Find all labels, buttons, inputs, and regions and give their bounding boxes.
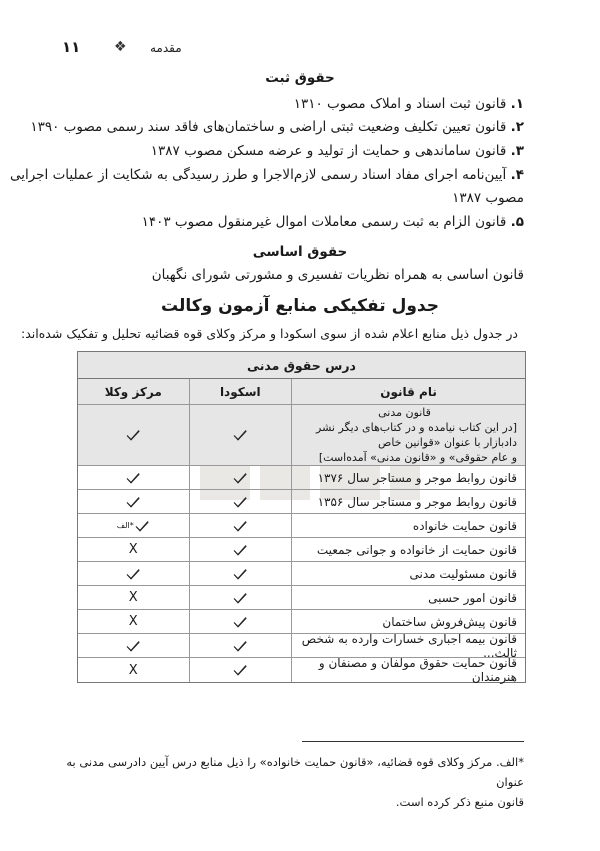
check-icon	[125, 567, 141, 581]
check-icon	[232, 639, 248, 653]
check-icon	[232, 591, 248, 605]
column-header-name: نام قانون	[291, 379, 525, 404]
table-intro: در جدول ذیل منابع اعلام شده از سوی اسکودا و مرکز وکلای قوه قضائیه تحلیل و تفکیک شده‌اند:	[21, 326, 518, 341]
law-name: قانون حمایت خانواده	[291, 514, 525, 537]
constitutional-title: حقوق اساسی	[252, 244, 348, 260]
cross-icon: X	[128, 590, 138, 605]
table-row	[78, 562, 525, 586]
list-item: ۳. قانون ساماندهی و حمایت از تولید و عرضه مسکن مصوب ۱۳۸۷	[150, 143, 524, 159]
law-name: قانون روابط موجر و مستاجر سال ۱۳۵۶	[291, 490, 525, 513]
page-header	[62, 38, 538, 60]
check-icon	[125, 428, 141, 442]
table-row	[78, 538, 525, 562]
check-icon	[125, 639, 141, 653]
table-row	[78, 610, 525, 634]
column-header-markaz: مرکز وکلا	[104, 384, 162, 399]
list-item-continuation: مصوب ۱۳۸۷	[452, 190, 524, 206]
running-head: مقدمه	[150, 41, 182, 55]
law-name: قانون حمایت حقوق مولفان و مصنفان و هنرمندان	[291, 658, 525, 682]
cross-icon: X	[128, 614, 138, 629]
column-header-scoda: اسکودا	[189, 379, 292, 404]
law-name: قانون مدنی	[378, 406, 431, 419]
table-row	[78, 490, 525, 514]
law-name: قانون مسئولیت مدنی	[291, 562, 525, 585]
list-item: ۵. قانون الزام به ثبت رسمی معاملات اموال غیرمنقول مصوب ۱۴۰۳	[141, 214, 524, 230]
cross-icon: X	[128, 662, 138, 678]
law-name: قانون پیش‌فروش ساختمان	[291, 610, 525, 633]
page-number: ۱۱	[62, 38, 81, 56]
table-row	[78, 466, 525, 490]
table-row	[78, 514, 525, 538]
table-row	[78, 586, 525, 610]
cross-icon: X	[128, 542, 138, 557]
constitutional-text: قانون اساسی به همراه نظریات تفسیری و مشورتی شورای نگهبان	[151, 267, 524, 283]
check-icon	[232, 519, 248, 533]
footnote-line: *الف. مرکز وکلای قوه قضائیه، «قانون حمایت خانواده» را ذیل منابع درس آیین دادرسی مدنی به عنوان	[66, 755, 524, 789]
sources-table	[77, 351, 526, 683]
list-item: ۴. آیین‌نامه اجرای مفاد اسناد رسمی لازم‌الاجرا و طرز رسیدگی به شکایت از عملیات اجرایی	[9, 167, 524, 183]
list-item: ۲. قانون تعیین تکلیف وضعیت ثبتی اراضی و ساختمان‌های فاقد سند رسمی مصوب ۱۳۹۰	[30, 119, 524, 135]
law-name: قانون امور حسبی	[291, 586, 525, 609]
footnote-marker: *الف	[116, 521, 134, 530]
law-name: قانون حمایت از خانواده و جوانی جمعیت	[291, 538, 525, 561]
table-header-row	[78, 379, 525, 405]
check-icon	[125, 495, 141, 509]
check-icon	[232, 663, 248, 677]
check-icon	[232, 428, 248, 442]
registration-title: حقوق ثبت	[265, 70, 335, 86]
check-icon	[232, 567, 248, 581]
table-caption: درس حقوق مدنی	[78, 352, 525, 379]
check-icon	[232, 615, 248, 629]
law-note: و عام حقوقی» و «قانون مدنی» آمده‌است]	[318, 451, 517, 464]
law-note: [در این کتاب نیامده و در کتاب‌های دیگر نشر دادبازار با عنوان «قوانین خاص	[316, 421, 517, 449]
table-row	[78, 658, 525, 682]
ornament-icon: ❖	[114, 39, 127, 55]
footnote	[40, 752, 524, 812]
check-icon	[232, 495, 248, 509]
footnote-rule	[302, 741, 524, 742]
check-icon	[232, 471, 248, 485]
check-icon	[232, 543, 248, 557]
table-section-title: جدول تفکیکی منابع آزمون وکالت	[161, 296, 439, 316]
footnote-line: قانون منبع ذکر کرده است.	[395, 795, 524, 809]
law-name: قانون بیمه اجباری خسارات وارده به شخص ثالث...	[291, 634, 525, 657]
law-name: قانون روابط موجر و مستاجر سال ۱۳۷۶	[291, 466, 525, 489]
table-row	[78, 405, 525, 466]
list-item: ۱. قانون ثبت اسناد و املاک مصوب ۱۳۱۰	[293, 96, 524, 112]
check-icon	[125, 471, 141, 485]
check-icon	[134, 519, 150, 533]
table-row	[78, 631, 525, 660]
